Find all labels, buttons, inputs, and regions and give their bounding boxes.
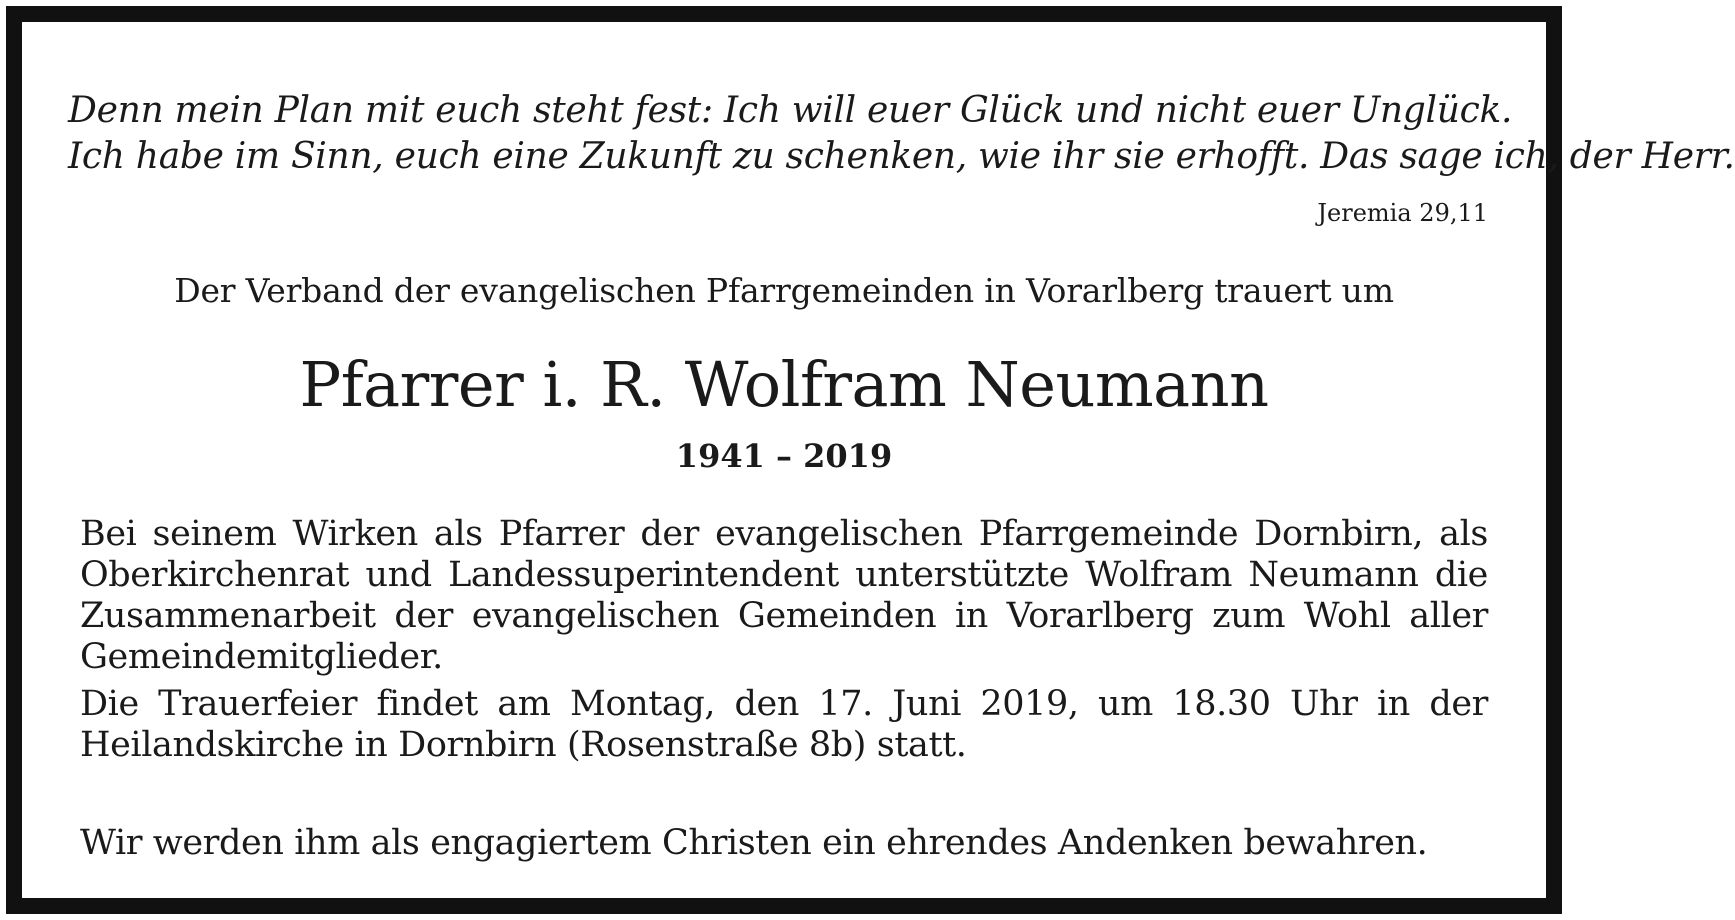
mourning-intro: Der Verband der evangelischen Pfarrgemeinden in Vorarlberg trauert um — [174, 271, 1394, 310]
obituary-notice — [6, 6, 1735, 914]
verse-line-1: Denn mein Plan mit euch steht fest: Ich will euer Glück und nicht euer Unglück. — [68, 90, 1513, 131]
closing-statement: Wir werden ihm als engagiertem Christen ein ehrendes Andenken bewahren. — [80, 823, 1428, 863]
deceased-name: Pfarrer i. R. Wolfram Neumann — [299, 348, 1269, 421]
bible-verse — [68, 88, 1735, 180]
verse-reference: Jeremia 29,11 — [1317, 199, 1488, 227]
life-years: 1941 – 2019 — [675, 437, 893, 475]
body-paragraph-work: Bei seinem Wirken als Pfarrer der evangelischen Pfarrgemeinde Dornbirn, als Oberkirchenrat und Landessuperintendent unterstützte Wolfram Neumann die Zusammenarbeit der evangelischen Gemeinden in Vorarlberg zum Wohl aller Gemeindemitglieder. — [80, 514, 1488, 677]
verse-line-2: Ich habe im Sinn, euch eine Zukunft zu schenken, wie ihr sie erhofft. Das sage ich, der Herr. — [68, 136, 1735, 177]
obituary-body — [80, 514, 1488, 772]
body-paragraph-funeral: Die Trauerfeier findet am Montag, den 17. Juni 2019, um 18.30 Uhr in der Heilandskirche in Dornbirn (Rosenstraße 8b) statt. — [80, 684, 1488, 765]
